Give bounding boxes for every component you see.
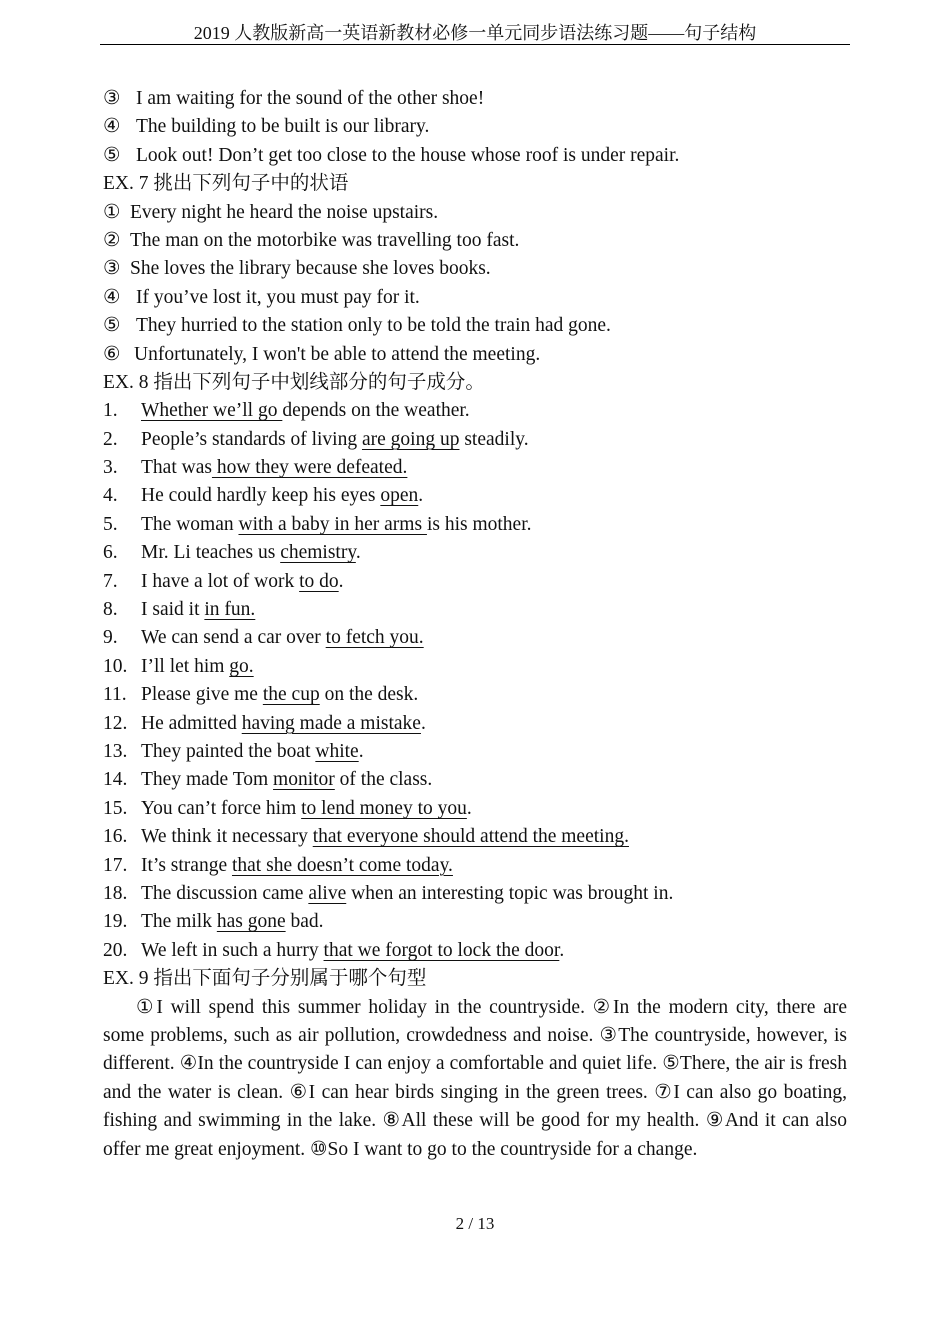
list-item [103, 880, 847, 908]
underlined-part: Whether we’ll go [141, 400, 283, 422]
list-item [103, 397, 847, 425]
sentence-text: We left in such a hurry [141, 939, 324, 961]
item-text: Look out! Don’t get too close to the house whose roof is under repair. [136, 144, 680, 166]
underlined-part: how they were defeated. [211, 457, 408, 479]
sentence-text: I said it [141, 599, 205, 621]
underlined-part: go. [229, 655, 254, 677]
document-body [103, 85, 847, 1164]
underlined-part: alive [308, 882, 347, 904]
underlined-part: in fun. [204, 599, 256, 621]
item-number: 3. [103, 457, 118, 479]
item-number: 5. [103, 513, 118, 535]
list-item [103, 454, 847, 482]
item-marker: ⑤ [103, 144, 121, 166]
list-item [103, 681, 847, 709]
item-number: 1. [103, 400, 118, 422]
list-item [103, 539, 847, 567]
underlined-part: the cup [262, 684, 320, 706]
item-number: 8. [103, 599, 118, 621]
item-number: 6. [103, 542, 118, 564]
item-marker: ④ [103, 116, 121, 138]
item-number: 9. [103, 627, 118, 649]
sentence-text: They made Tom [141, 769, 274, 791]
item-text: Unfortunately, I won't be able to attend the meeting. [134, 343, 541, 365]
item-marker: ④ [103, 286, 121, 308]
sentence-text: . [358, 740, 364, 762]
item-marker: ③ [103, 88, 121, 109]
list-item [103, 113, 847, 141]
underlined-part: to lend money to you [301, 797, 467, 819]
list-item [103, 624, 847, 652]
item-marker: ⑤ [103, 315, 121, 337]
underlined-part: are going up [361, 428, 460, 450]
sentence-text: depends on the weather. [282, 400, 470, 422]
list-item [103, 738, 847, 766]
list-item [103, 227, 847, 255]
sentence-text: . [355, 542, 361, 564]
list-item [103, 908, 847, 936]
list-item [103, 255, 847, 283]
sentence-text: I have a lot of work [141, 570, 300, 592]
item-number: 7. [103, 570, 118, 592]
item-number: 13. [103, 740, 128, 762]
item-number: 4. [103, 485, 118, 507]
list-item [103, 596, 847, 624]
item-number: 10. [103, 655, 128, 677]
item-marker: ② [103, 229, 121, 251]
list-item [103, 312, 847, 340]
sentence-text: He admitted [141, 712, 242, 734]
sentence-text: . [559, 939, 565, 961]
sentence-text: People’s standards of living [141, 428, 362, 450]
sentence-text: of the class. [334, 769, 433, 791]
sentence-text: It’s strange [141, 854, 232, 876]
item-number: 15. [103, 797, 128, 819]
ex8-title: EX. 8 指出下列句子中划线部分的句子成分。 [103, 371, 485, 393]
list-item [103, 710, 847, 738]
list-item [103, 142, 847, 170]
underlined-part: having made a mistake [241, 712, 421, 734]
underlined-part: with a baby in her arms [238, 513, 427, 535]
item-number: 2. [103, 428, 118, 450]
ex7-title: EX. 7 挑出下列句子中的状语 [103, 173, 349, 195]
item-number: 16. [103, 826, 128, 848]
sentence-text: when an interesting topic was brought in. [346, 882, 674, 904]
sentence-text: . [338, 570, 344, 592]
sentence-text: The discussion came [141, 882, 309, 904]
ex9-paragraph: ①I will spend this summer holiday in the countryside. ②In the modern city, there are some problems, such as air pollution, crowdedness and noise. ③The countryside, however, is different. ④In the countryside I can enjoy a comfortable and quiet life. ⑤There, the air is fresh and the water is clean. ⑥I can hear birds singing in the green trees. ⑦I can also go boating, fishing and swimming in the lake. ⑧All these will be good for my health. ⑨And it can also offer me great enjoyment. ⑩So I want to go to the countryside for a change. [103, 996, 847, 1160]
ex8-list [103, 397, 847, 965]
sentence-text: . [420, 712, 426, 734]
sentence-text: We think it necessary [141, 826, 313, 848]
sentence-text: on the desk. [319, 684, 419, 706]
item-text: The building to be built is our library. [136, 116, 430, 138]
sentence-text: They painted the boat [141, 740, 316, 762]
list-item [103, 766, 847, 794]
sentence-text: . [418, 485, 424, 507]
list-item [103, 482, 847, 510]
item-text: She loves the library because she loves books. [130, 258, 491, 280]
sentence-text: The milk [141, 911, 217, 933]
sentence-text: Please give me [141, 684, 263, 706]
list-item [103, 653, 847, 681]
ex7-list [103, 199, 847, 369]
list-item [103, 568, 847, 596]
item-text: They hurried to the station only to be told the train had gone. [136, 315, 611, 337]
page-header [100, 22, 850, 45]
sentence-text: is his mother. [426, 513, 532, 535]
item-number: 11. [103, 684, 127, 706]
sentence-text: bad. [285, 911, 324, 933]
sentence-text: steadily. [459, 428, 529, 450]
sentence-text: You can’t force him [141, 797, 302, 819]
underlined-part: open [380, 485, 419, 507]
item-number: 17. [103, 854, 128, 876]
item-number: 14. [103, 769, 128, 791]
list-item [103, 511, 847, 539]
underlined-part: has gone [216, 911, 286, 933]
sentence-text: We can send a car over [141, 627, 326, 649]
underlined-part: that everyone should attend the meeting. [312, 826, 629, 848]
item-number: 12. [103, 712, 128, 734]
item-text: Every night he heard the noise upstairs. [130, 201, 439, 223]
list-item [103, 795, 847, 823]
item-marker: ① [103, 201, 121, 223]
underlined-part: that we forgot to lock the door [323, 939, 560, 961]
list-item [103, 852, 847, 880]
sentence-text: That was [141, 457, 212, 479]
list-item [103, 341, 847, 369]
list-item [103, 284, 847, 312]
sentence-text: The woman [141, 513, 239, 535]
underlined-part: monitor [273, 769, 335, 791]
underlined-part: to do [299, 570, 339, 592]
item-marker: ⑥ [103, 343, 121, 365]
header-title: 2019 人教版新高一英语新教材必修一单元同步语法练习题——句子结构 [193, 23, 757, 43]
underlined-part: chemistry [280, 542, 356, 564]
underlined-part: white [315, 740, 359, 762]
item-text: I am waiting for the sound of the other shoe! [136, 88, 485, 109]
list-item [103, 426, 847, 454]
sentence-text: I’ll let him [141, 655, 230, 677]
top-items-list [103, 85, 847, 170]
sentence-text: He could hardly keep his eyes [141, 485, 381, 507]
list-item [103, 823, 847, 851]
list-item [103, 937, 847, 965]
underlined-part: to fetch you. [325, 627, 424, 649]
ex9-title: EX. 9 指出下面句子分别属于哪个句型 [103, 968, 427, 990]
item-text: If you’ve lost it, you must pay for it. [136, 286, 420, 308]
page-number: 2 / 13 [455, 1214, 495, 1233]
item-marker: ③ [103, 258, 121, 280]
sentence-text: Mr. Li teaches us [141, 542, 281, 564]
sentence-text: . [466, 797, 472, 819]
item-number: 20. [103, 939, 128, 961]
item-number: 19. [103, 911, 128, 933]
item-text: The man on the motorbike was travelling too fast. [130, 229, 520, 251]
item-number: 18. [103, 882, 128, 904]
list-item [103, 85, 847, 113]
underlined-part: that she doesn’t come today. [231, 854, 453, 876]
list-item [103, 199, 847, 227]
